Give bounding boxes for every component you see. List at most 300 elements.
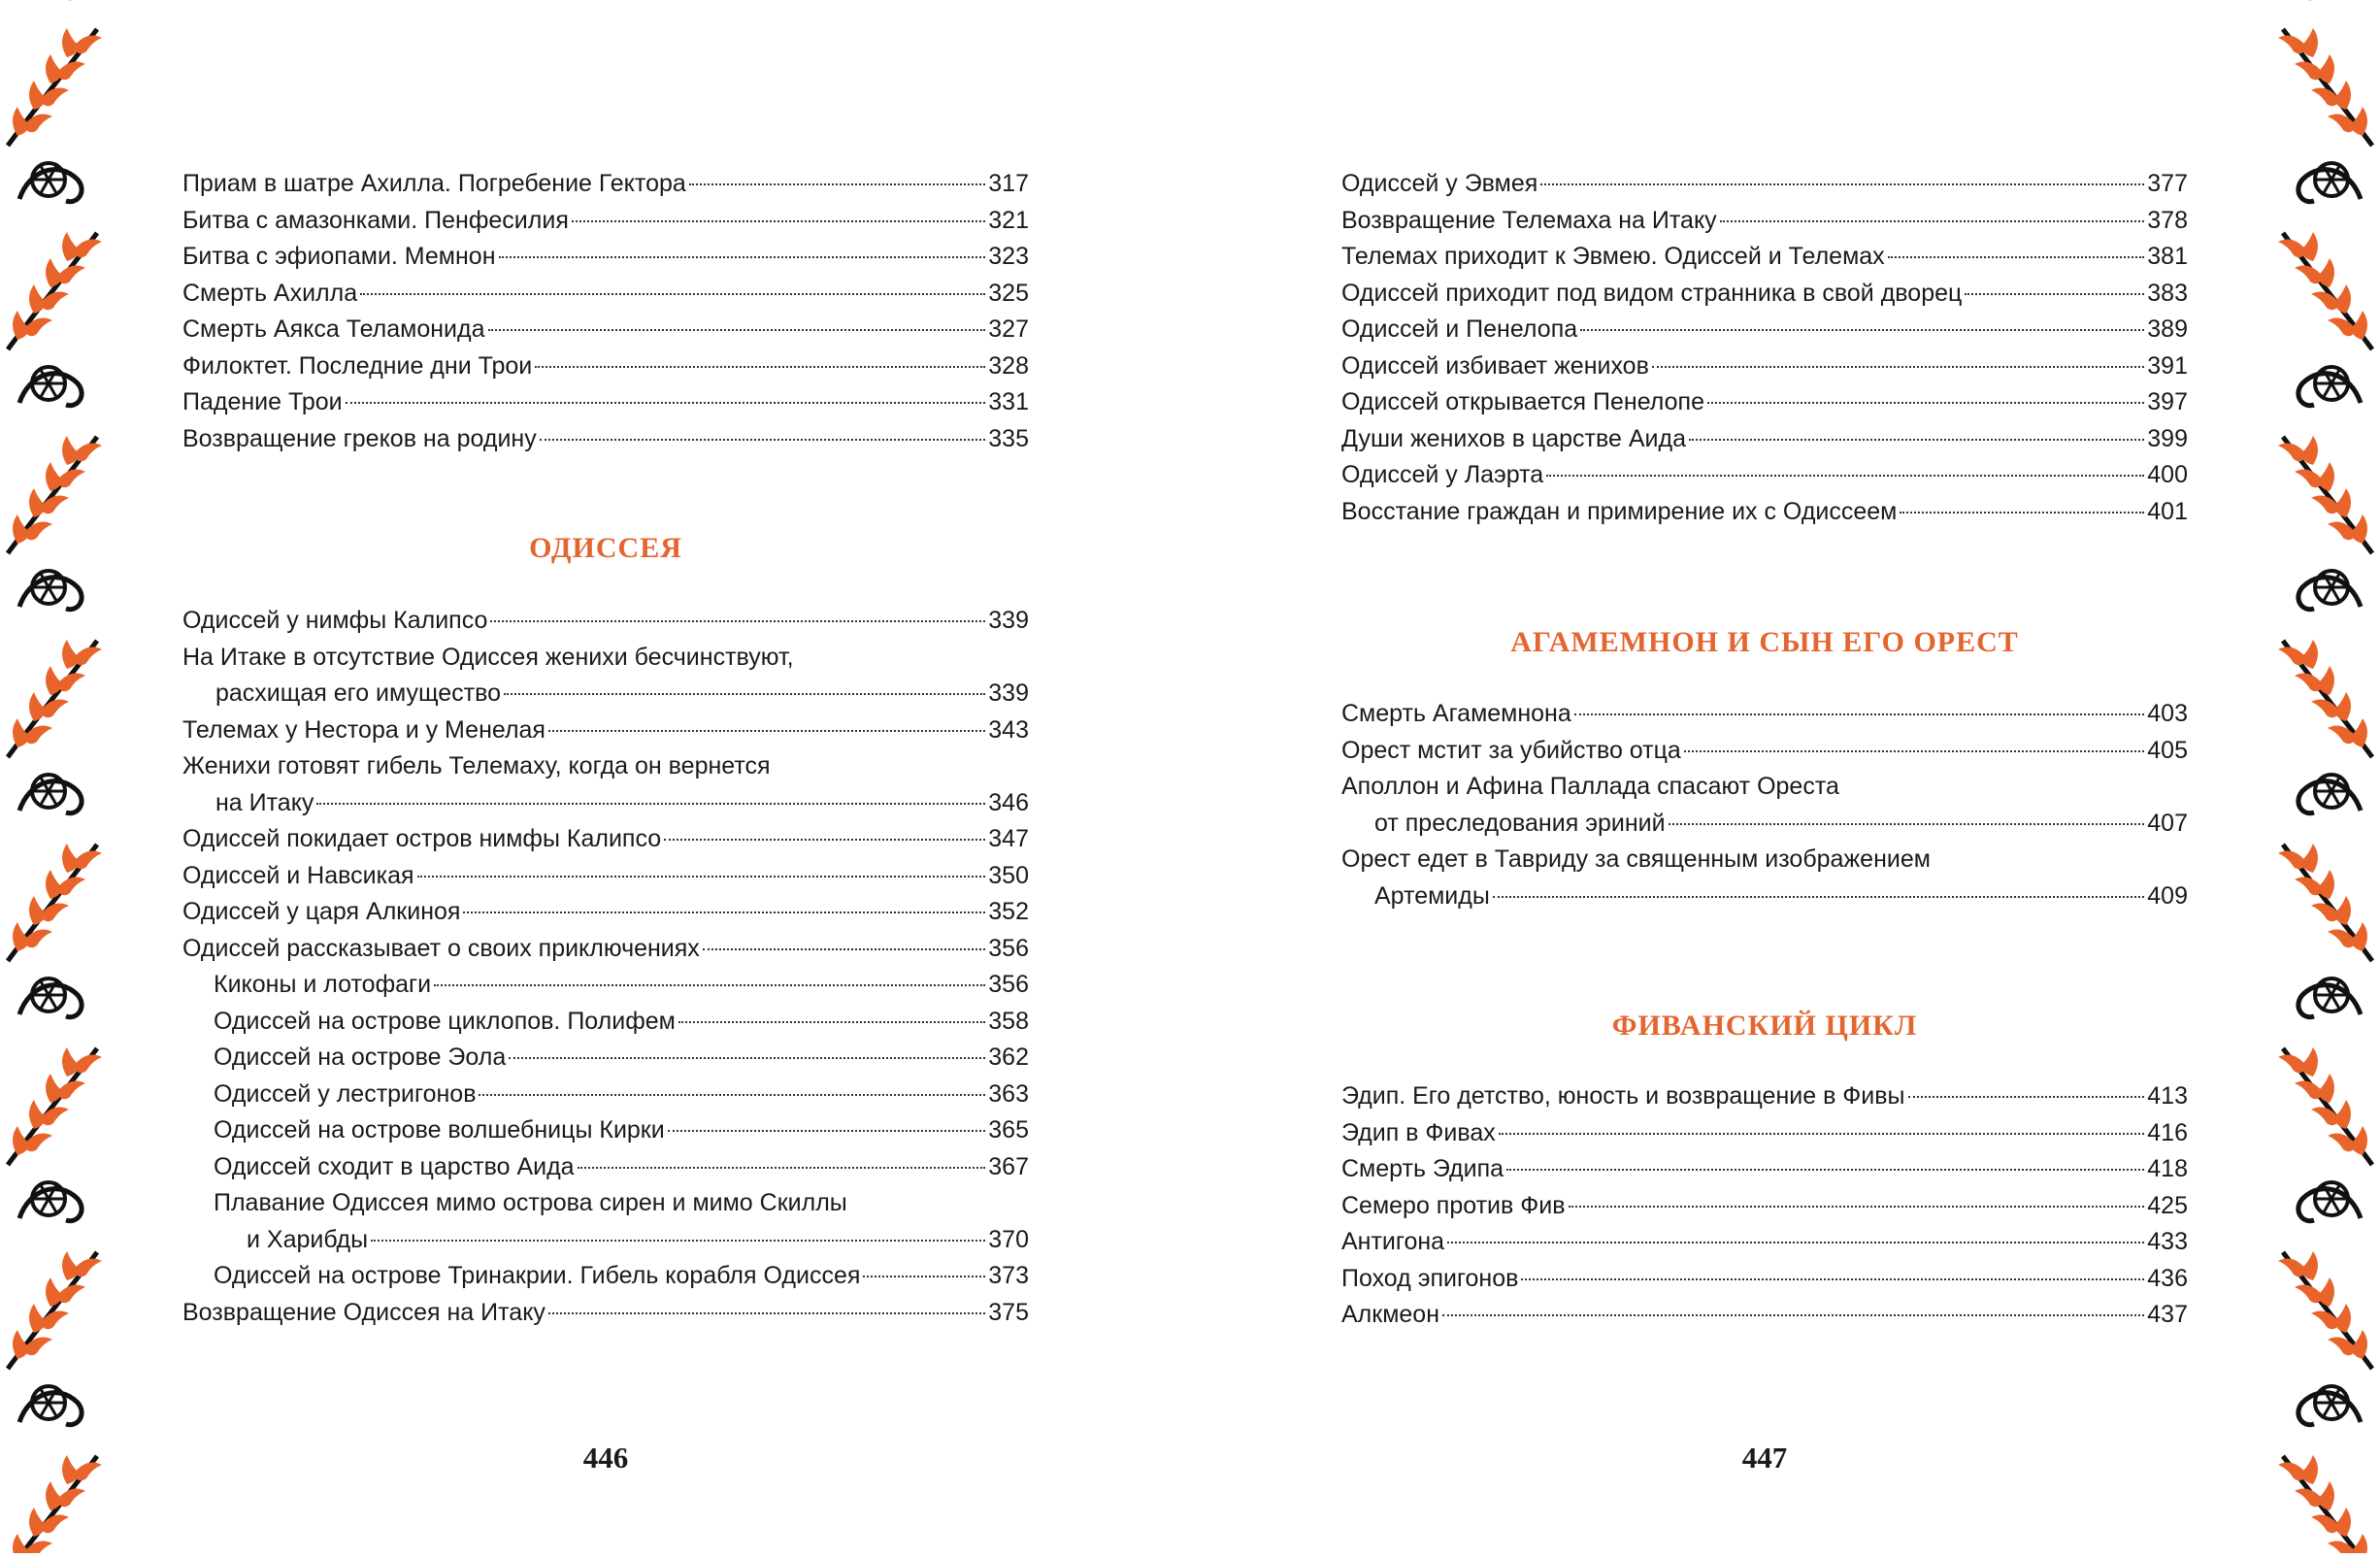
toc-entry — [182, 239, 1029, 276]
ornament-leaf — [13, 1534, 28, 1553]
ornament-leaf — [46, 54, 61, 83]
ornament-leaf — [56, 62, 85, 81]
toc-entry-title: Телемах приходит к Эвмею. Одиссей и Телемах — [1341, 243, 1885, 270]
toc-entry-page: 425 — [2147, 1191, 2188, 1219]
ornament-leaf — [56, 878, 85, 896]
toc-entry-page: 400 — [2147, 461, 2188, 488]
toc-entry-page: 362 — [988, 1044, 1029, 1071]
toc-entry-page: 378 — [2147, 206, 2188, 234]
toc-entry-page: 433 — [2147, 1228, 2188, 1255]
toc-entry-page: 347 — [988, 825, 1029, 852]
toc-entry — [182, 1112, 1029, 1149]
toc-entry-page: 323 — [988, 243, 1029, 270]
ornament-leaf — [2352, 1534, 2367, 1553]
ornament-leaf — [13, 1330, 28, 1359]
dot-leader — [1521, 1278, 2144, 1280]
toc-entry-page: 331 — [988, 388, 1029, 415]
ornament-leaf — [46, 258, 61, 287]
dot-leader — [689, 183, 986, 185]
ornament-leaf — [2311, 496, 2340, 514]
toc-entry-page: 416 — [2147, 1118, 2188, 1146]
ornament-leaf — [46, 1074, 61, 1103]
ornament-leaf — [2278, 444, 2307, 462]
toc-entry-title: Одиссей у лестригонов — [214, 1079, 477, 1108]
ornament-leaf — [2352, 1330, 2367, 1359]
ornament-leaf — [73, 851, 102, 870]
ornament-leaf — [40, 1108, 69, 1126]
ornament-leaf — [62, 436, 78, 465]
toc-entry-page: 409 — [2147, 881, 2188, 910]
toc-entry-page: 325 — [988, 279, 1029, 307]
toc-entry-page: 437 — [2147, 1301, 2188, 1328]
toc-entry-page: 407 — [2147, 809, 2188, 837]
toc-entry-page: 418 — [2147, 1155, 2188, 1182]
toc-entry-title: Женихи готовят гибель Телемаху, когда он вернется — [182, 752, 771, 779]
toc-entry-title: На Итаке в отсутствие Одиссея женихи бесчинствуют, — [182, 643, 794, 671]
toc-entry-page: 339 — [988, 607, 1029, 634]
toc-entry — [182, 348, 1029, 385]
dot-leader — [664, 839, 985, 841]
toc-entry — [1341, 312, 2188, 348]
left-page — [182, 0, 1029, 1553]
ornament-leaf — [73, 240, 102, 258]
toc-entry-title: Смерть Агамемнона — [1341, 700, 1571, 727]
toc-entry-page: 373 — [988, 1262, 1029, 1289]
ornament-leaf — [2319, 1481, 2334, 1510]
dot-leader — [1669, 823, 2145, 825]
ornament-leaf — [2295, 266, 2324, 284]
toc-entry-page: 375 — [988, 1298, 1029, 1326]
toc-entry — [1341, 457, 2188, 494]
ornament-leaf — [2335, 896, 2351, 925]
ornament-leaf — [29, 692, 45, 721]
toc-entry — [182, 967, 1029, 1004]
ornament-leaf — [62, 1455, 78, 1484]
dot-leader — [548, 730, 985, 732]
dot-leader — [863, 1276, 985, 1277]
ornament-leaf — [73, 647, 102, 666]
toc-entry-page: 335 — [988, 424, 1029, 452]
toc-entry — [182, 166, 1029, 203]
dot-leader — [479, 1094, 985, 1096]
toc-entry-page: 346 — [988, 788, 1029, 816]
dot-leader — [490, 620, 985, 622]
dot-leader — [316, 803, 985, 805]
dot-leader — [678, 1021, 985, 1023]
ornament-leaf — [62, 640, 78, 669]
toc-entry-title: Орест мстит за убийство отца — [1341, 736, 1681, 764]
toc-entry — [182, 1258, 1029, 1295]
ornament-leaf — [73, 1259, 102, 1277]
toc-entry-title: и Харибды — [247, 1225, 369, 1253]
ornament-leaf — [2319, 1074, 2334, 1103]
toc-entry-page: 321 — [988, 206, 1029, 234]
toc-entry-title: Алкмеон — [1341, 1301, 1440, 1328]
ornament-leaf — [46, 1277, 61, 1307]
toc-entry-page: 436 — [2147, 1264, 2188, 1292]
ornament-leaf — [2278, 240, 2307, 258]
ornament-leaf — [2295, 470, 2324, 488]
toc-list — [1341, 696, 2188, 914]
toc-entry-title: Одиссей на острове волшебницы Кирки — [214, 1116, 665, 1144]
ornament-leaf — [2352, 718, 2367, 747]
toc-entry-title: Эдип. Его детство, юность и возвращение в Фивы — [1341, 1082, 1905, 1110]
toc-entry — [1341, 842, 2188, 878]
toc-entry — [1341, 276, 2188, 313]
toc-entry-page: 405 — [2147, 736, 2188, 764]
toc-entry-page: 403 — [2147, 700, 2188, 727]
ornament-leaf — [2302, 1251, 2318, 1280]
ornament-leaf — [2352, 1126, 2367, 1155]
ornament-leaf — [46, 870, 61, 899]
toc-entry-title: Одиссей на острове циклопов. Полифем — [214, 1007, 676, 1035]
toc-entry-page: 327 — [988, 315, 1029, 343]
toc-entry-title: Возвращение Одиссея на Итаку — [182, 1298, 545, 1326]
toc-entry-title: Битва с эфиопами. Мемнон — [182, 243, 496, 270]
ornament-leaf — [2278, 1055, 2307, 1074]
ornament-leaf — [73, 1463, 102, 1481]
dot-leader — [1689, 439, 2144, 441]
toc-entry-title: Филоктет. Последние дни Трои — [182, 351, 533, 380]
ornament-leaf — [73, 1055, 102, 1074]
toc-entry — [1341, 348, 2188, 385]
toc-entry-page: 397 — [2147, 388, 2188, 415]
toc-entry — [182, 748, 1029, 785]
toc-entry — [1341, 1188, 2188, 1225]
toc-entry-page: 352 — [988, 898, 1029, 925]
ornament-leaf — [29, 81, 45, 110]
dot-leader — [346, 402, 986, 404]
toc-entry — [182, 1040, 1029, 1077]
toc-entry — [182, 1004, 1029, 1041]
toc-entry-title: Возвращение Телемаха на Итаку — [1341, 206, 1717, 234]
toc-entry — [1341, 421, 2188, 458]
toc-entry-page: 413 — [2147, 1082, 2188, 1110]
ornament-leaf — [2295, 674, 2324, 692]
page-number: 447 — [1741, 1441, 1788, 1475]
toc-entry-title: Аполлон и Афина Паллада спасают Ореста — [1341, 773, 1839, 800]
dot-leader — [540, 439, 986, 441]
toc-entry — [1341, 1224, 2188, 1261]
ornament-leaf — [56, 1285, 85, 1304]
ornament-leaf — [2319, 54, 2334, 83]
dot-leader — [535, 366, 985, 368]
section-heading-theban: ФИВАНСКИЙ ЦИКЛ — [1611, 1010, 1918, 1042]
toc-entry-title: Одиссей и Пенелопа — [1341, 315, 1578, 343]
toc-entry-title: Одиссей приходит под видом странника в свой дворец — [1341, 279, 1963, 307]
ornament-leaf — [2302, 232, 2318, 261]
dot-leader — [1900, 512, 2144, 514]
toc-entry-title: на Итаку — [215, 788, 314, 816]
dot-leader — [548, 1312, 985, 1314]
toc-entry-title: Одиссей у царя Алкиноя — [182, 898, 461, 925]
ornament-leaf — [2319, 462, 2334, 491]
ornament-leaf — [13, 922, 28, 951]
dot-leader — [1540, 183, 2144, 185]
ornament-leaf — [29, 1100, 45, 1129]
ornament-leaf — [73, 444, 102, 462]
ornament-leaf — [2295, 1489, 2324, 1508]
toc-entry — [1341, 1151, 2188, 1188]
ornament-leaf — [46, 1481, 61, 1510]
ornament-leaf — [2335, 1508, 2351, 1537]
toc-entry — [182, 1295, 1029, 1332]
dot-leader — [1580, 329, 2144, 331]
ornament-leaf — [40, 1311, 69, 1330]
dot-leader — [1888, 256, 2145, 258]
toc-entry — [182, 312, 1029, 348]
page-number: 446 — [582, 1441, 629, 1475]
dot-leader — [1720, 220, 2145, 222]
dot-leader — [1506, 1169, 2144, 1171]
toc-entry-title: Смерть Эдипа — [1341, 1155, 1504, 1182]
toc-entry-title: Артемиды — [1374, 881, 1490, 910]
toc-entry — [1341, 769, 2188, 806]
toc-entry — [182, 203, 1029, 240]
ornament-leaf — [2319, 258, 2334, 287]
dot-leader — [1908, 1096, 2145, 1098]
ornament-leaf — [13, 311, 28, 340]
dot-leader — [1965, 293, 2144, 295]
toc-entry — [182, 421, 1029, 458]
ornament-leaf — [2302, 844, 2318, 873]
ornament-leaf — [2335, 1100, 2351, 1129]
toc-entry — [182, 713, 1029, 749]
toc-entry-page: 317 — [988, 170, 1029, 197]
ornament-leaf — [62, 28, 78, 57]
toc-entry-title: Поход эпигонов — [1341, 1264, 1519, 1292]
ornament-leaf — [2311, 1108, 2340, 1126]
ornament-leaf — [46, 666, 61, 695]
toc-entry — [1341, 203, 2188, 240]
toc-entry-title: Одиссей у Лаэрта — [1341, 461, 1544, 488]
ornament-leaf — [40, 496, 69, 514]
ornament-leaf — [40, 292, 69, 311]
toc-entry-title: Одиссей у Эвмея — [1341, 170, 1538, 197]
toc-entry — [182, 785, 1029, 822]
toc-entry — [182, 603, 1029, 640]
ornament-leaf — [56, 266, 85, 284]
dot-leader — [668, 1130, 986, 1132]
ornament-leaf — [2335, 488, 2351, 517]
dot-leader — [371, 1240, 985, 1242]
dot-leader — [417, 876, 986, 878]
toc-entry-title: Одиссей на острове Эола — [214, 1044, 507, 1071]
dot-leader — [1493, 896, 2144, 898]
right-page — [1341, 0, 2188, 1553]
ornament-leaf — [73, 36, 102, 54]
toc-entry — [1341, 696, 2188, 733]
toc-entry-page: 399 — [2147, 424, 2188, 452]
left-ornamental-border — [0, 0, 105, 1553]
ornament-leaf — [2295, 1285, 2324, 1304]
ornament-leaf — [2311, 1515, 2340, 1534]
dot-leader — [1684, 750, 2144, 752]
dot-leader — [703, 948, 985, 950]
ornament-leaf — [40, 88, 69, 107]
toc-entry-page: 370 — [988, 1225, 1029, 1253]
toc-entry — [182, 640, 1029, 677]
ornament-leaf — [2302, 28, 2318, 57]
right-ornamental-border — [2275, 0, 2380, 1553]
ornament-leaf — [2311, 1311, 2340, 1330]
toc-entry-title: Орест едет в Тавриду за священным изображением — [1341, 845, 1931, 873]
ornament-leaf — [62, 844, 78, 873]
dot-leader — [1442, 1314, 2144, 1316]
ornament-leaf — [2311, 292, 2340, 311]
toc-list — [182, 166, 1029, 457]
ornament-leaf — [2335, 81, 2351, 110]
ornament-leaf — [2278, 851, 2307, 870]
toc-entry-page: 383 — [2147, 279, 2188, 307]
ornament-leaf — [2295, 878, 2324, 896]
ornament-leaf — [29, 1304, 45, 1333]
toc-entry — [182, 1149, 1029, 1186]
toc-entry-title: Битва с амазонками. Пенфесилия — [182, 206, 569, 234]
toc-entry-title: Телемах у Нестора и у Менелая — [182, 715, 545, 744]
ornament-leaf — [40, 1515, 69, 1534]
dot-leader — [1652, 366, 2144, 368]
ornament-leaf — [13, 514, 28, 544]
ornament-leaf — [29, 1508, 45, 1537]
toc-entry-title: Падение Трои — [182, 388, 343, 415]
toc-entry — [182, 384, 1029, 421]
ornament-leaf — [29, 488, 45, 517]
toc-entry-title: Плавание Одиссея мимо острова сирен и мимо Скиллы — [214, 1189, 847, 1216]
dot-leader — [488, 329, 986, 331]
ornament-leaf — [62, 232, 78, 261]
ornament-leaf — [2352, 107, 2367, 136]
toc-entry-page: 401 — [2147, 497, 2188, 525]
toc-entry-title: расхищая его имущество — [215, 680, 502, 707]
toc-entry-title: Восстание граждан и примирение их с Одиссеем — [1341, 497, 1898, 525]
ornament-leaf — [2352, 311, 2367, 340]
ornament-leaf — [2311, 88, 2340, 107]
ornament-leaf — [2335, 692, 2351, 721]
ornament-leaf — [2335, 284, 2351, 314]
dot-leader — [1447, 1242, 2144, 1243]
toc-entry — [1341, 733, 2188, 770]
dot-leader — [434, 984, 985, 986]
toc-entry-page: 377 — [2147, 170, 2188, 197]
toc-entry-page: 356 — [988, 971, 1029, 998]
toc-entry — [1341, 239, 2188, 276]
dot-leader — [499, 256, 986, 258]
toc-entry — [1341, 1261, 2188, 1298]
dot-leader — [1546, 475, 2144, 477]
ornament-leaf — [29, 284, 45, 314]
toc-entry — [182, 1185, 1029, 1222]
toc-entry-title: Смерть Аякса Теламонида — [182, 315, 485, 343]
ornament-leaf — [2352, 514, 2367, 544]
toc-entry-title: Смерть Ахилла — [182, 279, 358, 307]
toc-entry-page: 356 — [988, 934, 1029, 962]
toc-entry-page: 367 — [988, 1152, 1029, 1180]
ornament-leaf — [13, 107, 28, 136]
ornament-leaf — [46, 462, 61, 491]
toc-entry — [182, 894, 1029, 931]
ornament-leaf — [2302, 1455, 2318, 1484]
toc-entry — [1341, 1115, 2188, 1152]
dot-leader — [360, 293, 985, 295]
toc-entry-title: Одиссей сходит в царство Аида — [214, 1152, 575, 1180]
ornament-leaf — [2278, 647, 2307, 666]
toc-entry-title: Одиссей на острове Тринакрии. Гибель корабля Одиссея — [214, 1262, 861, 1289]
ornament-leaf — [56, 674, 85, 692]
ornament-leaf — [56, 1489, 85, 1508]
dot-leader — [463, 912, 985, 913]
toc-entry-title: Приам в шатре Ахилла. Погребение Гектора — [182, 170, 686, 197]
ornament-leaf — [62, 1251, 78, 1280]
ornament-leaf — [40, 904, 69, 922]
ornament-leaf — [2319, 870, 2334, 899]
toc-entry-page: 381 — [2147, 243, 2188, 270]
ornament-leaf — [2319, 666, 2334, 695]
toc-entry-title: Души женихов в царстве Аида — [1341, 424, 1686, 452]
ornament-leaf — [2335, 1304, 2351, 1333]
ornament-leaf — [62, 1047, 78, 1077]
toc-entry-page: 358 — [988, 1007, 1029, 1035]
toc-entry-page: 391 — [2147, 351, 2188, 380]
toc-entry-page: 339 — [988, 680, 1029, 707]
toc-list — [1341, 166, 2188, 530]
ornament-leaf — [2311, 904, 2340, 922]
ornament-leaf — [40, 700, 69, 718]
ornament-leaf — [29, 896, 45, 925]
ornament-leaf — [2352, 922, 2367, 951]
toc-entry — [1341, 1078, 2188, 1115]
toc-entry — [182, 1077, 1029, 1113]
toc-entry-title: от преследования эриний — [1374, 809, 1666, 837]
toc-list — [182, 603, 1029, 1331]
toc-entry — [182, 276, 1029, 313]
ornament-leaf — [56, 1081, 85, 1100]
section-heading-agamemnon: АГАМЕМНОН И СЫН ЕГО ОРЕСТ — [1510, 626, 2019, 658]
toc-entry — [182, 931, 1029, 968]
toc-entry-title: Антигона — [1341, 1228, 1445, 1255]
toc-entry-page: 365 — [988, 1116, 1029, 1144]
toc-entry-title: Одиссей покидает остров нимфы Калипсо — [182, 825, 662, 852]
toc-entry — [182, 821, 1029, 858]
toc-entry-title: Семеро против Фив — [1341, 1191, 1566, 1219]
toc-entry — [1341, 806, 2188, 843]
toc-entry-title: Одиссей избивает женихов — [1341, 351, 1649, 380]
dot-leader — [1499, 1133, 2145, 1135]
dot-leader — [1574, 713, 2145, 715]
toc-list — [1341, 1078, 2188, 1334]
toc-entry — [182, 676, 1029, 713]
toc-entry-title: Одиссей у нимфы Калипсо — [182, 607, 488, 634]
ornament-leaf — [2302, 640, 2318, 669]
ornament-leaf — [2311, 700, 2340, 718]
dot-leader — [1707, 402, 2144, 404]
toc-entry-page: 389 — [2147, 315, 2188, 343]
dot-leader — [572, 220, 985, 222]
toc-entry — [1341, 1297, 2188, 1334]
section-heading-odyssey: ОДИССЕЯ — [529, 532, 682, 564]
toc-entry — [182, 858, 1029, 895]
toc-entry — [182, 1222, 1029, 1259]
toc-entry-page: 350 — [988, 861, 1029, 889]
toc-entry — [1341, 878, 2188, 915]
toc-entry-title: Киконы и лотофаги — [214, 971, 432, 998]
toc-entry-page: 343 — [988, 715, 1029, 744]
toc-entry — [1341, 494, 2188, 531]
dot-leader — [504, 693, 985, 695]
toc-entry — [1341, 384, 2188, 421]
toc-entry-title: Одиссей и Навсикая — [182, 861, 414, 889]
toc-entry-title: Эдип в Фивах — [1341, 1118, 1496, 1146]
